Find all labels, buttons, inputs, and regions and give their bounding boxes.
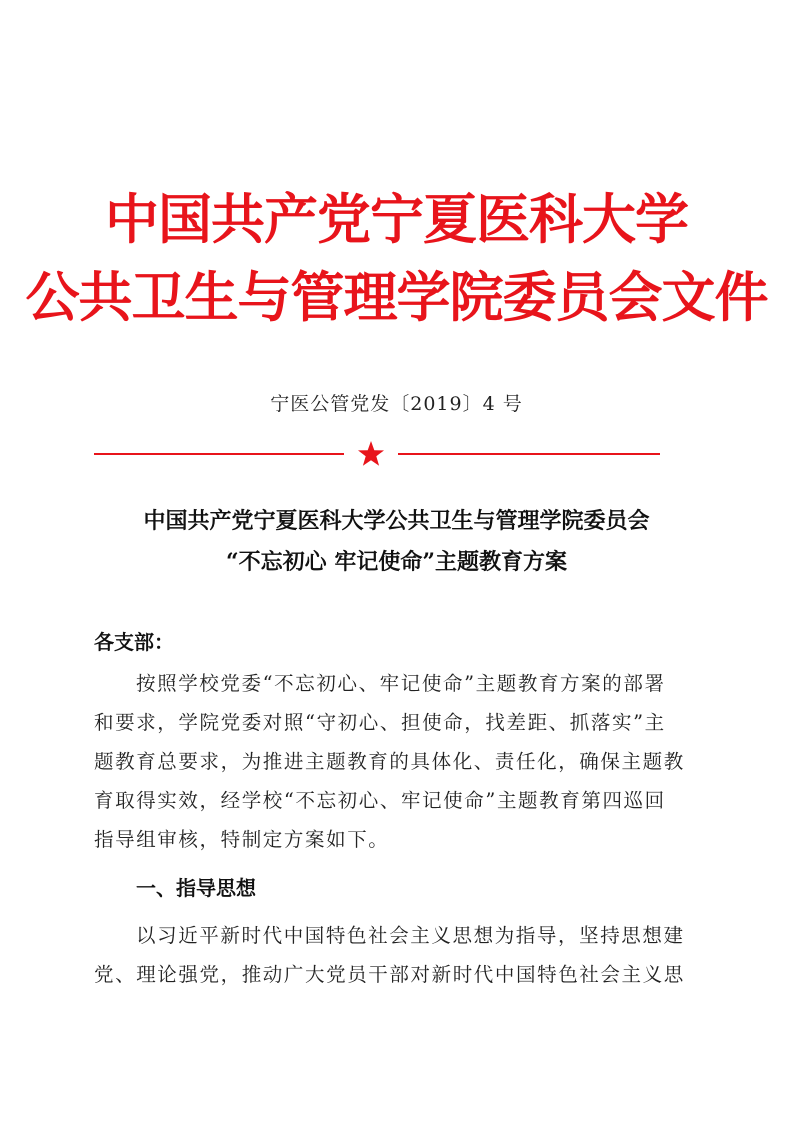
separator-line-left: [94, 453, 344, 455]
salutation: 各支部：: [94, 630, 174, 654]
star-icon: [357, 440, 385, 468]
paragraph-line: 以习近平新时代中国特色社会主义思想为指导，坚持思想建: [136, 924, 685, 947]
paragraph-line: 和要求，学院党委对照“守初心、担使命，找差距、抓落实”主: [94, 711, 666, 734]
paragraph-line: 指导组审核，特制定方案如下。: [94, 828, 390, 851]
document-title-line-1: 中国共产党宁夏医科大学公共卫生与管理学院委员会: [143, 508, 650, 534]
paragraph-line: 党、理论强党，推动广大党员干部对新时代中国特色社会主义思: [94, 963, 685, 986]
intro-paragraph: [94, 664, 706, 859]
section-1-paragraph: [94, 916, 706, 994]
paragraph-line: 育取得实效，经学校“不忘初心、牢记使命”主题教育第四巡回: [94, 789, 666, 812]
paragraph-line: 按照学校党委“不忘初心、牢记使命”主题教育方案的部署: [136, 672, 666, 695]
document-title-line-2: “不忘初心 牢记使命”主题教育方案: [226, 549, 567, 575]
section-heading-guiding-ideology: 一、指导思想: [136, 876, 256, 900]
red-header-line-2: 公共卫生与管理学院委员会文件: [25, 265, 768, 329]
separator-line-right: [398, 453, 660, 455]
red-header-line-1: 中国共产党宁夏医科大学: [105, 187, 688, 251]
document-number: 宁医公管党发〔2019〕4 号: [270, 393, 523, 415]
red-separator: [94, 440, 660, 468]
paragraph-line: 题教育总要求，为推进主题教育的具体化、责任化，确保主题教: [94, 750, 685, 773]
